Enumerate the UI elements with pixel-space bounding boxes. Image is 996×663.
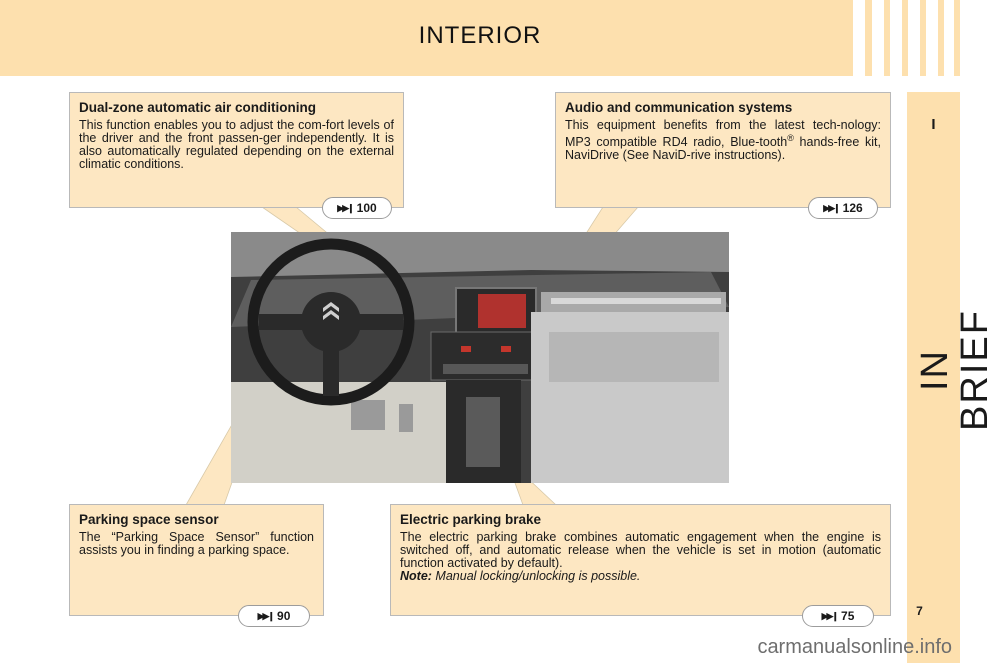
brake-ref: 75 [841, 609, 855, 623]
brake-page-ref[interactable] [802, 605, 874, 627]
audio-box [555, 92, 891, 208]
section-number: I [931, 116, 936, 133]
fast-forward-icon: ▶▶❙ [821, 610, 838, 621]
audio-title: Audio and communication systems [565, 100, 793, 115]
dashboard-photo [231, 232, 729, 483]
watermark: carmanualsonline.info [757, 636, 952, 658]
fast-forward-icon: ▶▶❙ [337, 202, 353, 213]
brake-note [400, 570, 881, 583]
page-title: INTERIOR [418, 22, 542, 49]
fast-forward-icon: ▶▶❙ [257, 610, 274, 621]
audio-page-ref[interactable] [808, 197, 878, 219]
parking-ref: 90 [277, 609, 291, 623]
note-label: Note: [400, 569, 432, 583]
climate-box [69, 92, 404, 208]
brake-box [390, 504, 891, 616]
climate-title: Dual-zone automatic air conditioning [79, 100, 317, 115]
page-number: 7 [916, 604, 923, 618]
parking-text: The “Parking Space Sensor” function assists you in finding a parking space. [79, 530, 314, 557]
audio-text-part1: This equipment benefits from the latest tech-nology: MP3 compatible RD4 radio, Blue-tooth [565, 118, 881, 150]
note-text: Manual locking/unlocking is possible. [431, 569, 641, 583]
climate-page-ref[interactable] [322, 197, 392, 219]
audio-ref: 126 [842, 201, 863, 215]
parking-title: Parking space sensor [79, 512, 219, 527]
fast-forward-icon: ▶▶❙ [823, 202, 839, 213]
brake-text: The electric parking brake combines automatic engagement when the engine is switched off, and automatic release when the vehicle is set in motion (automatic function activated by default). [400, 530, 881, 570]
audio-text-part2: hands-free kit, NaviDrive (See NaviD-rive instructions). [565, 135, 881, 163]
climate-ref: 100 [356, 201, 377, 215]
parking-page-ref[interactable] [238, 605, 310, 627]
section-label: IN BRIEF [914, 309, 996, 431]
parking-box [69, 504, 324, 616]
registered-mark: ® [787, 133, 794, 143]
climate-text: This function enables you to adjust the com-fort levels of the driver and the front passen-ger independently. It is also automatically regulated depending on the external climatic conditions. [79, 118, 394, 171]
audio-text [565, 119, 881, 162]
brake-title: Electric parking brake [400, 512, 542, 527]
